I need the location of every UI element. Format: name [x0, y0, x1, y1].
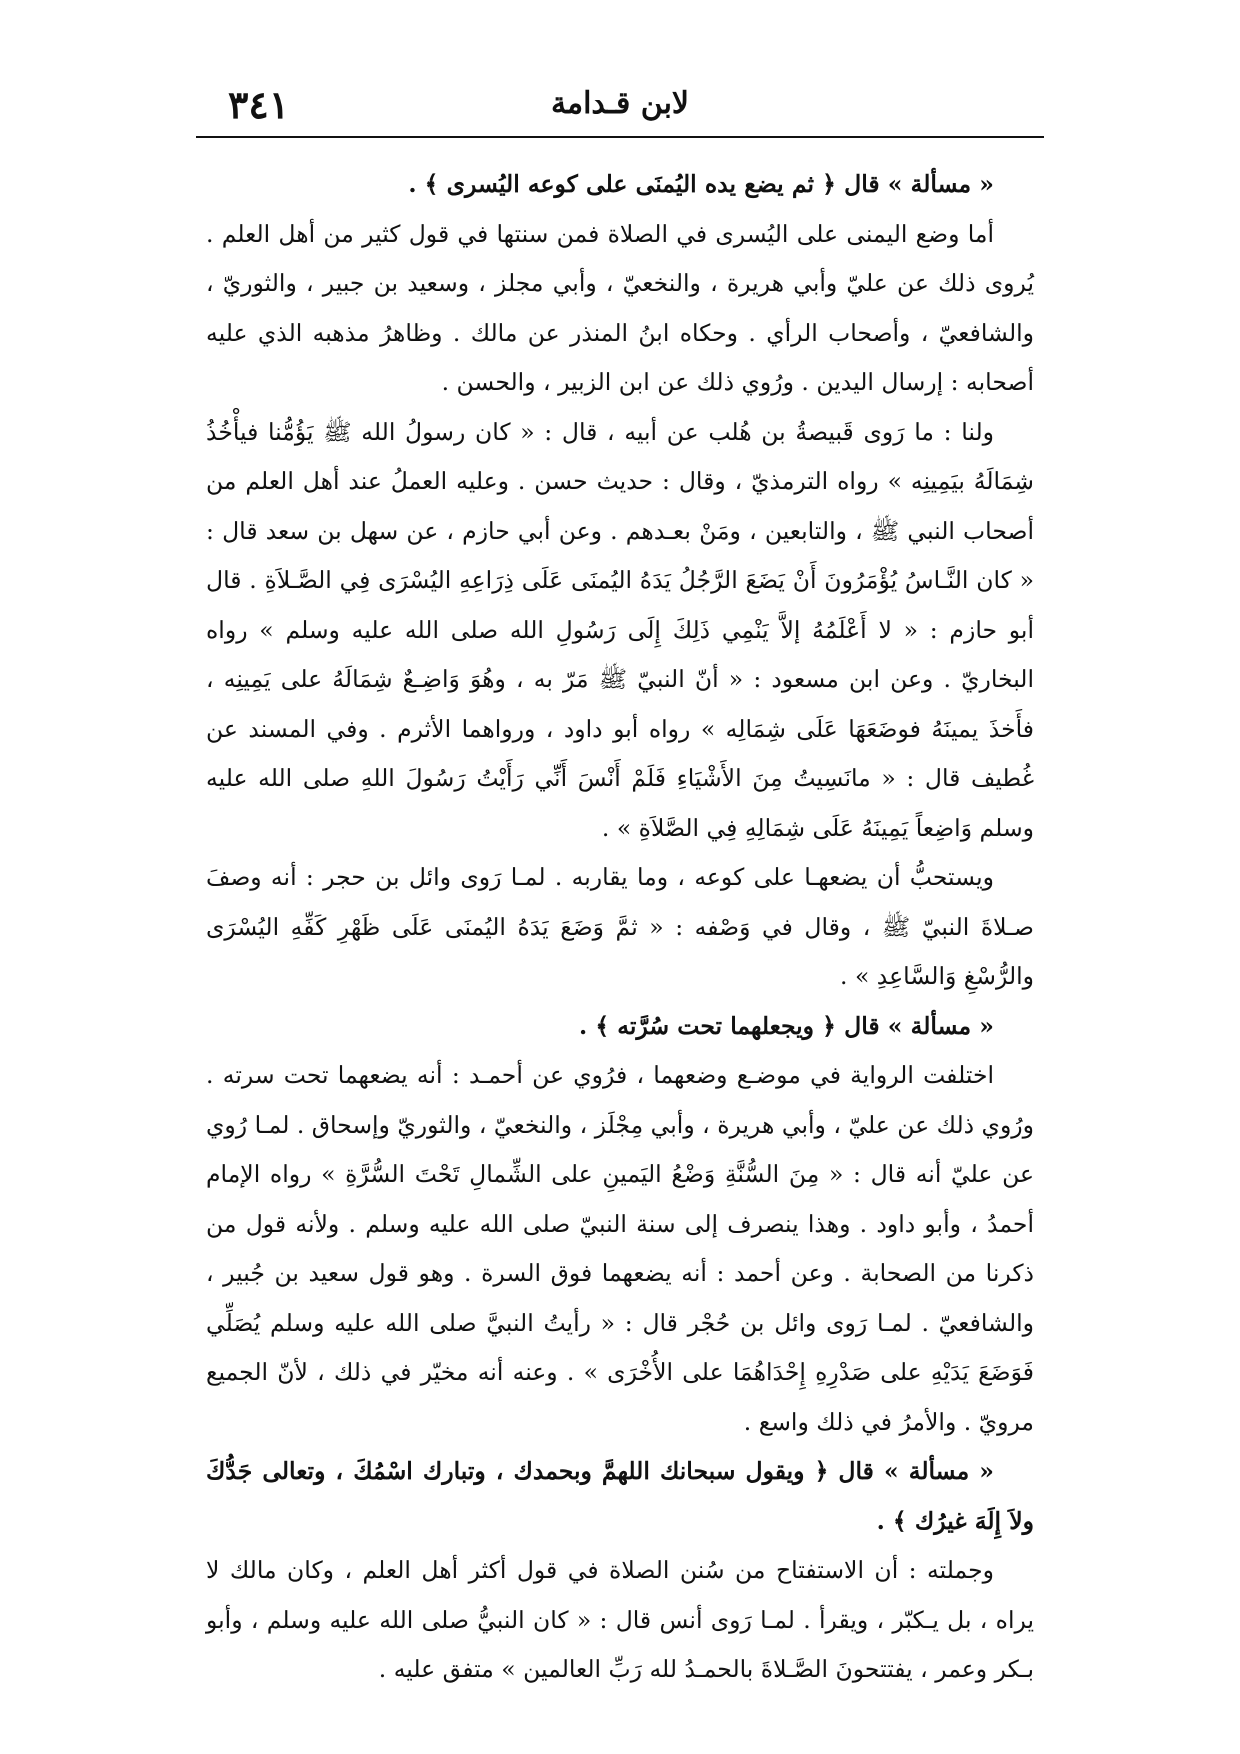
masala-heading-3: « مسألة » قال ﴿ ويقول سبحانك اللهمَّ وبحمدك ، وتبارك اسْمُكَ ، وتعالى جَدُّكَ ولاَ إِلَهَ غيرُك ﴾ .	[206, 1457, 1034, 1535]
running-title: لابن قـدامة	[550, 86, 690, 121]
paragraph-1: أما وضع اليمنى على اليُسرى في الصلاة فمن سنتها في قول كثير من أهل العلم . يُروى ذلك عن عليّ وأبي هريرة ، والنخعيّ ، وأبي مجلز ، وسعيد بن جبير ، والثوريّ ، والشافعيّ ، وأصحاب الرأي . وحكاه ابنُ المنذر عن مالك . وظاهرُ مذهبه الذي عليه أصحابه : إرسال اليدين . ورُوي ذلك عن ابن الزبير ، والحسن .	[206, 219, 1034, 396]
header-rule	[196, 136, 1044, 138]
paragraph-2: ولنا : ما رَوى قَبيصةُ بن هُلب عن أبيه ، قال : « كان رسولُ الله ﷺ يَؤُمُّنا فيأْخُذُ شِمَالَهُ بيَمِينِه » رواه الترمذيّ ، وقال : حديث حسن . وعليه العملُ عند أهل العلم من أصحاب النبي ﷺ ، والتابعين ، ومَنْ بعـدهم . وعن أبي حازم ، عن سهل بن سعد قال : « كان النَّـاسُ يُؤْمَرُونَ أَنْ يَضَعَ الرَّجُلُ يَدَهُ اليُمنَى عَلَى ذِرَاعِهِ اليُسْرَى فِي الصَّـلاَةِ . قال أبو حازم : « لا أَعْلَمُهُ إلاَّ يَنْمِي ذَلِكَ إِلَى رَسُولِ الله صلى الله عليه وسلم » رواه البخاريّ . وعن ابن مسعود : « أنّ النبيّ ﷺ مَرّ به ، وهُوَ وَاضِـعٌ شِمَالَهُ على يَمِينِه ، فأَخذَ يمينَهُ فوضَعَهَا عَلَى شِمَالِه » رواه أبو داود ، ورواهما الأثرم . وفي المسند عن غُطيف قال : « مانَسِيتُ مِنَ الأَشْيَاءِ فَلَمْ أَنْسَ أَنِّي رَأَيْتُ رَسُولَ اللهِ صلى الله عليه وسلم وَاضِعاً يَمِينَهُ عَلَى شِمَالِهِ فِي الصَّلاَةِ » .	[206, 417, 1034, 842]
paragraph-5: وجملته : أن الاستفتاح من سُنن الصلاة في قول أكثر أهل العلم ، وكان مالك لا يراه ، بل يـكبّر ، ويقرأ . لمـا رَوى أنس قال : « كان النبيُّ صلى الله عليه وسلم ، وأبو بـكر وعمر ، يفتتحونَ الصَّـلاةَ بالحمـدُ لله رَبِّ العالمين » متفق عليه .	[206, 1556, 1034, 1683]
masala-heading-2: « مسألة » قال ﴿ ويجعلهما تحت سُرَّته ﴾ .	[578, 1011, 994, 1040]
body-text	[206, 160, 1034, 1695]
page-number: ٣٤١	[228, 82, 290, 127]
paragraph-3: ويستحبُّ أن يضعهـا على كوعه ، وما يقاربه . لمـا رَوى وائل بن حجر : أنه وصفَ صـلاةَ النبيّ ﷺ ، وقال في وَصْفه : « ثمَّ وَضَعَ يَدَهُ اليُمنَى عَلَى ظَهْرِ كَفِّهِ اليُسْرَى والرُّسْغِ وَالسَّاعِدِ » .	[206, 863, 1034, 990]
paragraph-4: اختلفت الرواية في موضـع وضعهما ، فرُوي عن أحمـد : أنه يضعهما تحت سرته . ورُوي ذلك عن عليّ ، وأبي هريرة ، وأبي مِجْلَز ، والنخعيّ ، والثوريّ وإسحاق . لمـا رُوي عن عليّ أنه قال : « مِنَ السُّنَّةِ وَضْعُ اليَمينِ على الشِّمالِ تَحْتَ السُّرَّةِ » رواه الإمام أحمدُ ، وأبو داود . وهذا ينصرف إلى سنة النبيّ صلى الله عليه وسلم . ولأنه قول من ذكرنا من الصحابة . وعن أحمد : أنه يضعهما فوق السرة . وهو قول سعيد بن جُبير ، والشافعيّ . لمـا رَوى وائل بن حُجْر قال : « رأيتُ النبيَّ صلى الله عليه وسلم يُصَلِّي فَوَضَعَ يَدَيْهِ على صَدْرِهِ إِحْدَاهُمَا على الأُخْرَى » . وعنه أنه مخيّر في ذلك ، لأنّ الجميع مرويّ . والأمرُ في ذلك واسع .	[206, 1061, 1034, 1436]
running-head	[200, 78, 1040, 138]
masala-heading-1: « مسألة » قال ﴿ ثم يضع يده اليُمنَى على كوعه اليُسرى ﴾ .	[408, 170, 994, 198]
